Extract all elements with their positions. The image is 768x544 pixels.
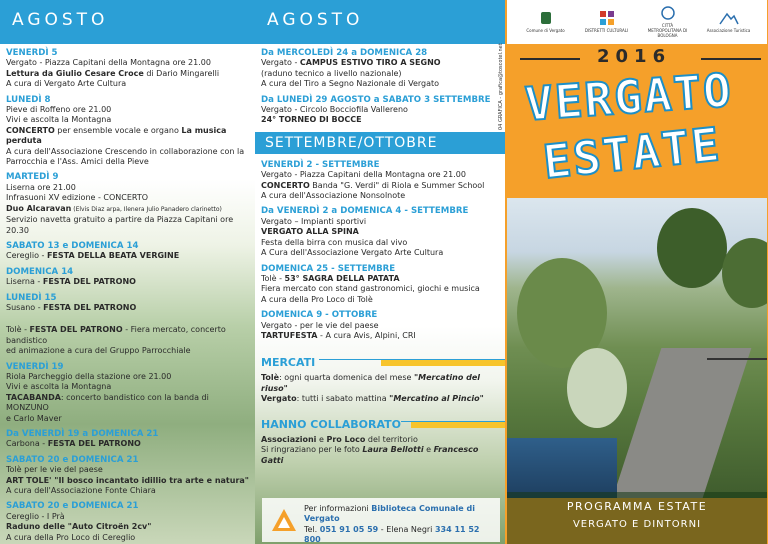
event-line: Vergato - Circolo Bocciofila Vallereno [261, 105, 408, 115]
info-box [262, 498, 500, 542]
event-line: Vergato - Piazza Capitani della Montagna ore 21.00 [261, 170, 466, 180]
event-line: A cura della Pro Loco di Cereglio [6, 532, 136, 542]
logo-citta-metropolitana: CITTÀ METROPOLITANA DI BOLOGNA [646, 6, 690, 38]
event-item [261, 264, 499, 306]
event-title: VENERDÌ 2 - SETTEMBRE [261, 159, 380, 170]
event-line: ART TOLE' "Il bosco incantato idillio tra arte e natura" [6, 475, 249, 485]
event-line: Susano - FESTA DEL PATRONO [6, 302, 137, 312]
mercati-section [261, 351, 499, 405]
event-title: DOMENICA 25 - SETTEMBRE [261, 263, 396, 274]
crest-icon [539, 11, 553, 25]
left-column [0, 0, 255, 544]
event-title: Da VENERDÌ 19 a DOMENICA 21 [6, 429, 159, 439]
event-item [6, 172, 249, 235]
event-item [6, 325, 249, 356]
collaborators-line: Si ringraziano per le foto Laura Bellotti e Francesco Gatti [261, 445, 479, 465]
event-line: Vergato - Piazza Capitani della Montagna ore 21.00 [6, 58, 211, 68]
left-header: AGOSTO [0, 0, 255, 44]
event-line: A cura di Vergato Arte Cultura [6, 79, 127, 89]
event-title: SABATO 20 e DOMENICA 21 [6, 501, 139, 512]
program-title: PROGRAMMA ESTATE [566, 500, 708, 513]
september-october-header: SETTEMBRE/OTTOBRE [255, 132, 505, 154]
tree [722, 238, 767, 308]
design-credit: 04 GRAFICA - grafica@toscotel.net [498, 43, 504, 130]
event-line: Parrocchia e l'Ass. Amici della Pieve [6, 157, 149, 167]
event-line: TACABANDA: concerto bandistico con la banda di MONZUNO [6, 392, 209, 413]
event-title: SABATO 13 e DOMENICA 14 [6, 240, 139, 251]
title-vergato: VERGATO [523, 62, 735, 132]
collaborators-line: Associazioni e Pro Loco del territorio [261, 434, 418, 444]
event-line: A Cura dell'Associazione Vergato Arte Cultura [261, 248, 444, 258]
event-line: Vergato – Impianti sportivi [261, 216, 367, 226]
event-title: LUNEDÌ 8 [6, 94, 51, 105]
event-item [6, 48, 249, 90]
event-line: Duo Alcaravan (Elvis Diaz arpa, Ilenera Julio Panadero clarinetto) [6, 203, 222, 213]
landscape-photo [507, 198, 767, 498]
mountain-logo-icon [719, 11, 739, 25]
event-line: Riola Parcheggio della stazione ore 21.00 [6, 371, 172, 381]
event-title: DOMENICA 14 [6, 266, 74, 277]
event-line: Carbona - FESTA DEL PATRONO [6, 439, 141, 449]
event-line: VERGATO ALLA SPINA [261, 227, 359, 237]
event-item [6, 501, 249, 543]
event-line: CONCERTO per ensemble vocale e organo La musica perduta [6, 125, 227, 146]
event-line: A cura della Pro Loco di Tolè [261, 294, 373, 304]
event-line: Tolè per le vie del paese [6, 465, 103, 475]
event-item [6, 293, 249, 314]
event-line: Festa della birra con musica dal vivo [261, 237, 408, 247]
event-line: Lettura da Giulio Cesare Croce di Dario Mingarelli [6, 68, 220, 78]
event-line: A cura dell'Associazione Nonsolnote [261, 191, 406, 201]
event-title-art [515, 62, 765, 198]
event-line: A cura dell'Associazione Fonte Chiara [6, 486, 156, 496]
mercati-line: Vergato: tutti i sabato mattina "Mercatino al Pincio" [261, 394, 484, 404]
middle-header: AGOSTO [255, 0, 505, 44]
event-title: VENERDÌ 19 [6, 361, 64, 372]
event-item [6, 95, 249, 168]
event-line: (raduno tecnico a livello nazionale) [261, 68, 402, 78]
title-estate: ESTATE [540, 116, 724, 190]
info-line: Tel. 051 91 05 59 - Elena Negri 334 11 52 800 [304, 524, 480, 544]
road [613, 348, 752, 498]
event-line: Pieve di Roffeno ore 21.00 [6, 105, 112, 115]
event-title: Da LUNEDÌ 29 AGOSTO a SABATO 3 SETTEMBRE [261, 94, 491, 105]
event-line: 24° TORNEO DI BOCCE [261, 115, 362, 125]
program-banner [507, 492, 767, 544]
event-title: SABATO 20 e DOMENICA 21 [6, 454, 139, 465]
event-line: TARTUFESTA - A cura Avis, Alpini, CRI [261, 330, 416, 340]
event-line: A cura del Tiro a Segno Nazionale di Vergato [261, 79, 440, 89]
event-item [6, 267, 249, 288]
event-line: Liserna ore 21.00 [6, 182, 76, 192]
logo-comune: Comune di Vergato [524, 11, 568, 33]
tree [657, 208, 727, 288]
grid-logo-icon [600, 11, 614, 25]
event-line: ed animazione a cura del Gruppo Parrocchiale [6, 346, 191, 356]
event-item [261, 310, 499, 341]
event-title: Da VENERDÌ 2 a DOMENICA 4 - SETTEMBRE [261, 206, 469, 217]
monument [567, 348, 627, 428]
mercati-line: Tolè: ogni quarta domenica del mese "Mercatino del riuso" [261, 373, 481, 393]
event-line: Vivi e ascolta la Montagna [6, 382, 112, 392]
library-logo-icon [270, 506, 298, 534]
divider [520, 58, 580, 60]
sponsor-logos [507, 0, 767, 44]
logo-distretti: DISTRETTI CULTURALI [585, 11, 629, 33]
accent-bar [411, 422, 505, 428]
collaborators-title: HANNO COLLABORATO [261, 417, 401, 431]
event-line: Infrasuoni XV edizione - CONCERTO [6, 193, 149, 203]
event-line: Fiera mercato con stand gastronomici, giochi e musica [261, 284, 480, 294]
accent-bar [381, 360, 505, 366]
event-title: DOMENICA 9 - OTTOBRE [261, 310, 378, 321]
program-subtitle: VERGATO E DINTORNI [572, 519, 702, 530]
event-item [6, 455, 249, 497]
info-line: Per informazioni Biblioteca Comunale di Vergato [304, 504, 475, 524]
event-line: Cereglio - I Prà [6, 511, 65, 521]
middle-column [255, 0, 505, 544]
logo-associazione: Associazione Turistica [707, 11, 751, 33]
event-line: Raduno delle "Auto Citroën 2cv" [6, 522, 152, 532]
railway [507, 438, 617, 498]
event-line: A cura dell'Associazione Crescendo in collaborazione con la [6, 146, 245, 156]
event-line: Tolè - 53° SAGRA DELLA PATATA [261, 273, 400, 283]
event-item [261, 48, 499, 90]
event-item [261, 160, 499, 202]
event-line: Vivi e ascolta la Montagna [6, 115, 112, 125]
event-item [6, 241, 249, 262]
collaborators-section [261, 413, 499, 467]
event-item [261, 206, 499, 258]
event-line: Tolè - FESTA DEL PATRONO - Fiera mercato, concerto bandistico [6, 325, 226, 345]
event-line: Servizio navetta gratuito a partire da Piazza Capitani ore 20.30 [6, 215, 234, 235]
fence [707, 358, 767, 360]
event-line: Cereglio - FESTA DELLA BEATA VERGINE [6, 251, 180, 261]
mercati-title: MERCATI [261, 356, 316, 370]
event-title: VENERDÌ 5 [6, 48, 58, 58]
event-title: Da MERCOLEDÌ 24 a DOMENICA 28 [261, 48, 428, 58]
event-line: Vergato - CAMPUS ESTIVO TIRO A SEGNO [261, 58, 441, 68]
event-line: e Carlo Maver [6, 413, 62, 423]
event-item [6, 429, 249, 450]
event-line: Liserna - FESTA DEL PATRONO [6, 277, 136, 287]
city-logo-icon [661, 6, 675, 20]
event-item [6, 362, 249, 424]
event-title: MARTEDÌ 9 [6, 172, 59, 183]
event-item [261, 95, 499, 126]
event-title: LUNEDÌ 15 [6, 292, 57, 303]
divider [701, 58, 761, 60]
event-line: Vergato - per le vie del paese [261, 320, 379, 330]
event-line: CONCERTO Banda "G. Verdi" di Riola e Summer School [261, 180, 485, 190]
year: 2016 [597, 46, 672, 67]
